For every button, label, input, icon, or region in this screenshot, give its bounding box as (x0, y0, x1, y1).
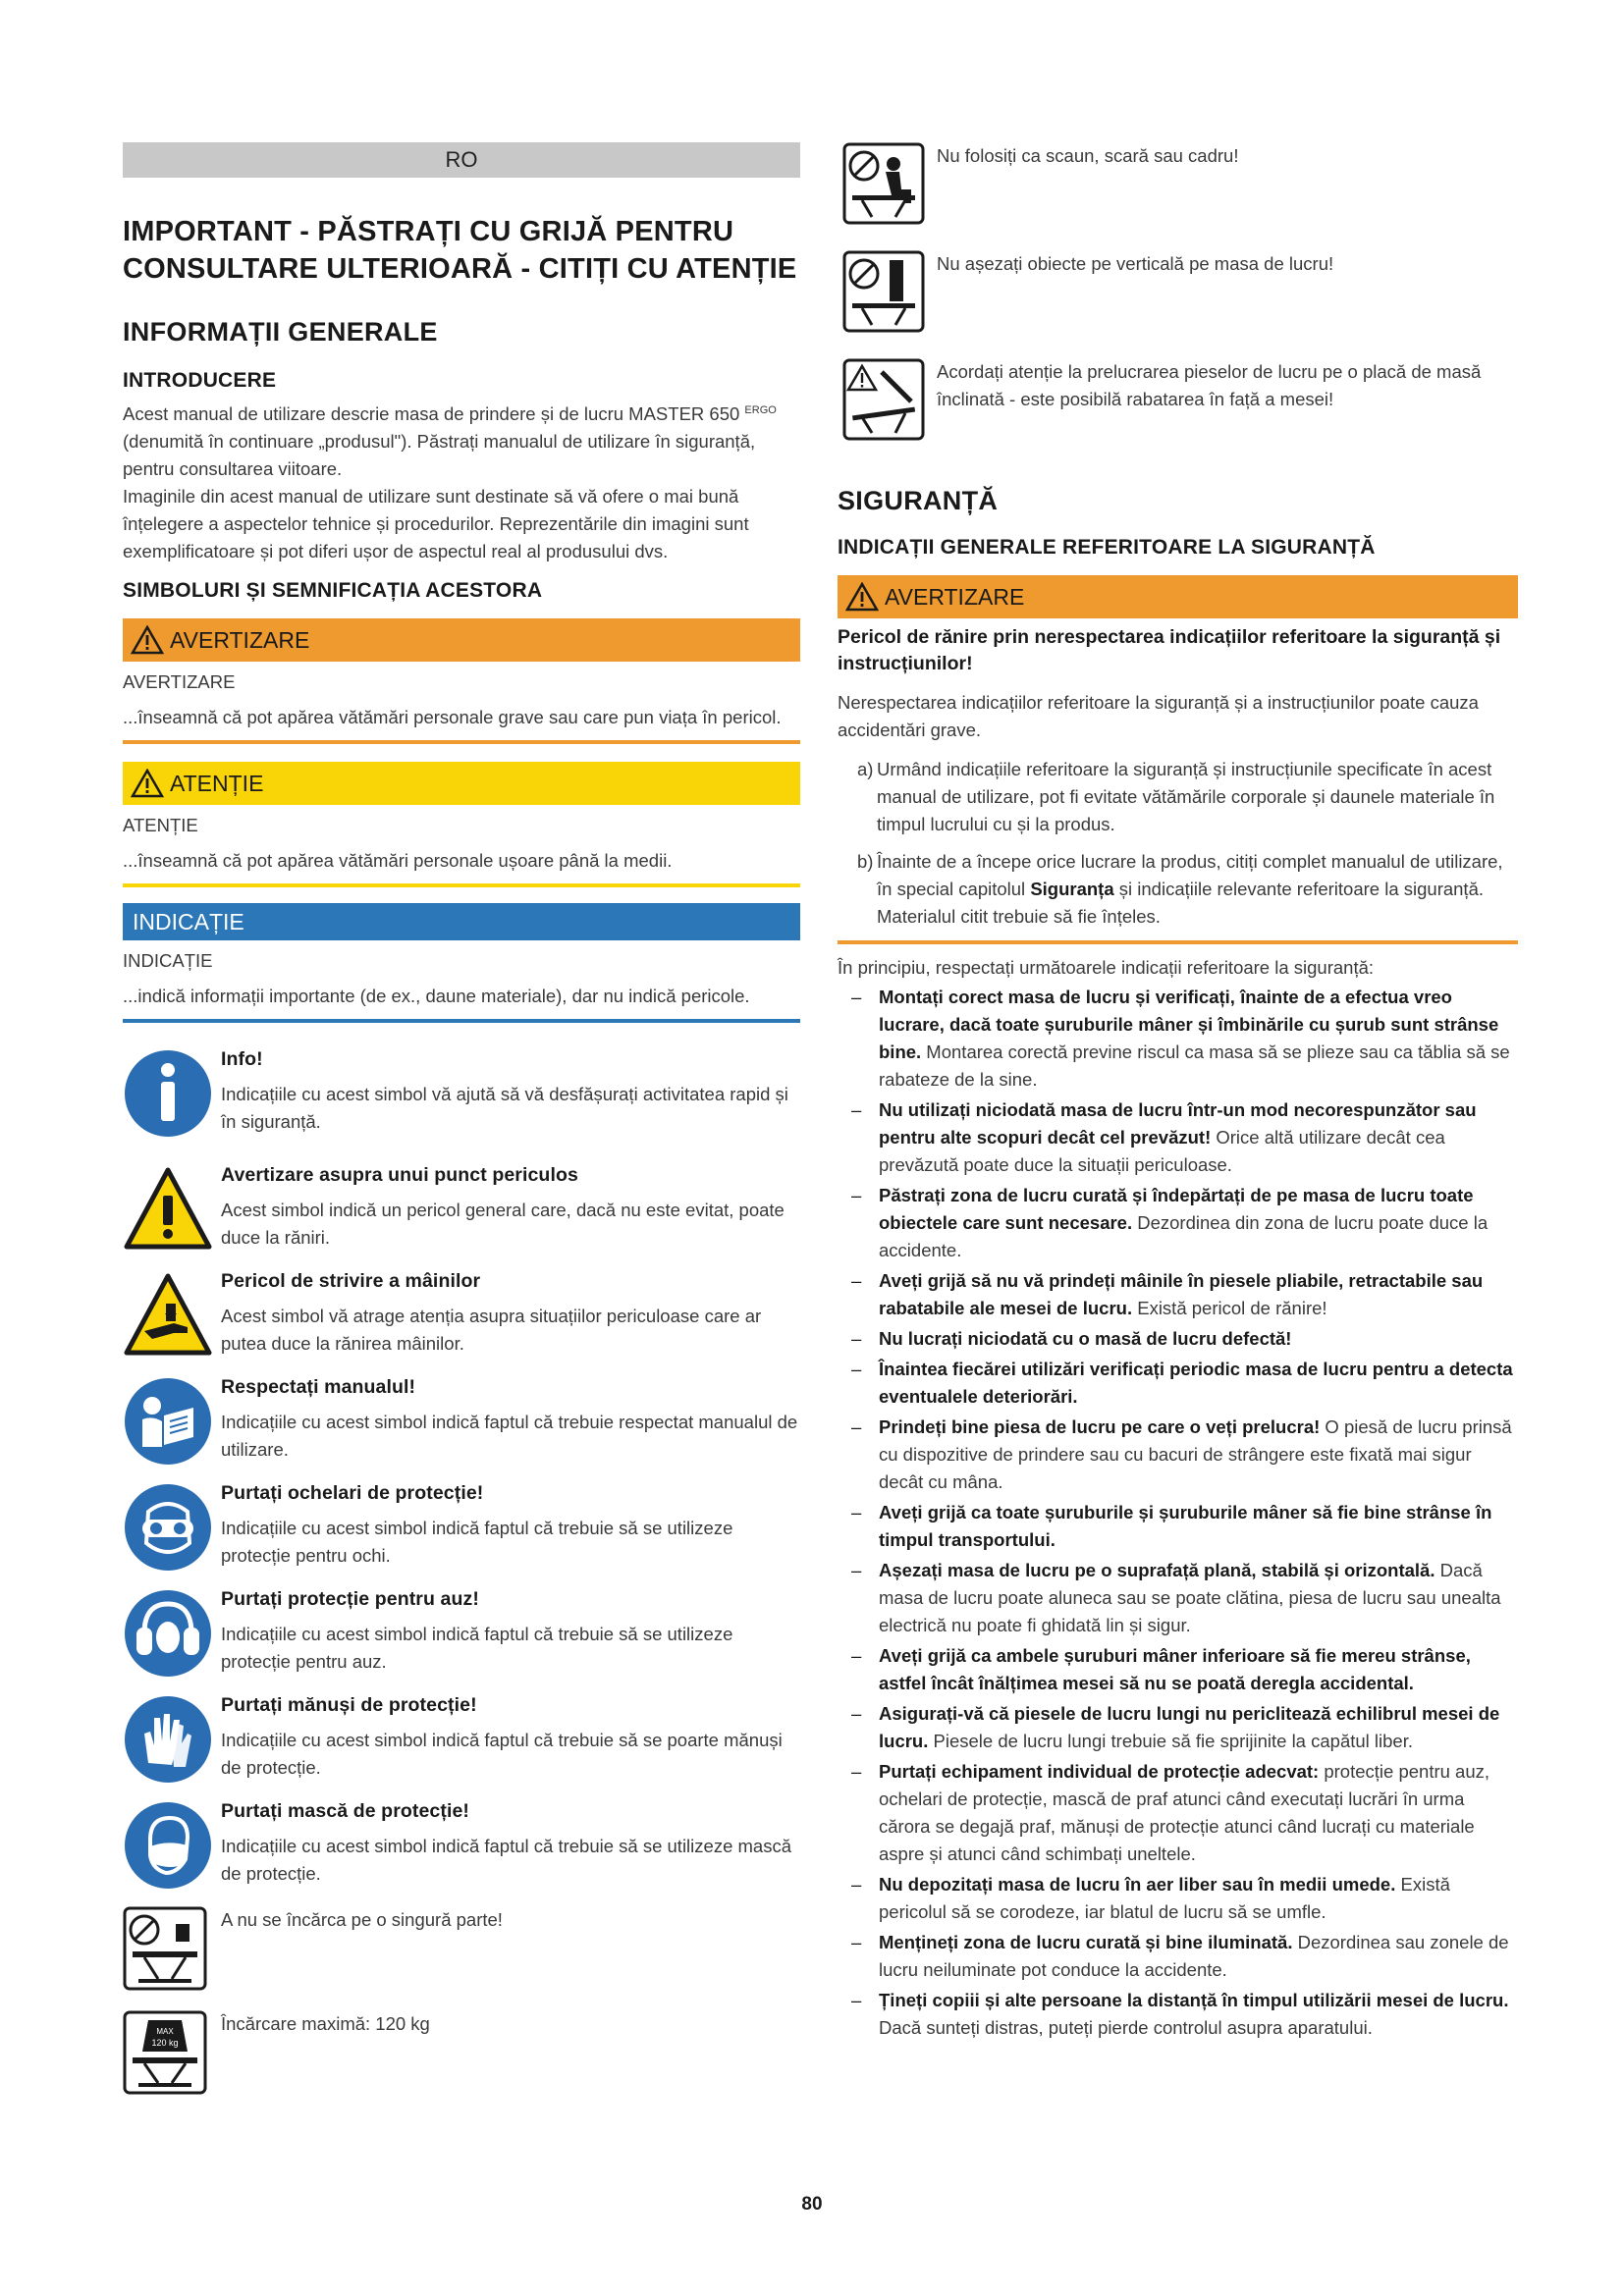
right-column (838, 486, 1518, 2045)
left-column (123, 142, 800, 1023)
safety-bullet: – Țineți copiii și alte persoane la distanță în timpul utilizării mesei de lucru. Dacă sunteți distras, puteți pierde controlul asupra aparatului. (851, 1990, 1509, 2038)
safety-bullet: – Aveți grijă să nu vă prindeți mâinile în piesele pliabile, retractabile sau rabatabile ale mesei de lucru. Există pericol de rănire! (851, 1270, 1484, 1318)
warning-banner: AVERTIZARE (123, 618, 800, 662)
safety-bullet: – Păstrați zona de lucru curată și îndepărtați de pe masa de lucru toate obiectele care sunt necesare. Dezordinea din zona de lucru poate duce la accidente. (851, 1185, 1489, 1260)
safety-bullet: – Așezați masa de lucru pe o suprafață plană, stabilă și orizontală. Dacă masa de lucru poate aluneca sau se poate clătina, piesa de lucru sau unealta electrică nu poate fi ghidată lin și sigur. (851, 1560, 1501, 1635)
warning-triangle-icon (131, 625, 164, 655)
warning-meaning: ...înseamnă că pot apărea vătămări personale grave sau care pun viața în pericol. (123, 707, 782, 728)
weight-mark-value: 120 kg (151, 2038, 179, 2048)
safety-bullet: – Nu depozitați masa de lucru în aer liber sau în medii umede. Există pericolul să se corodeze, iar blatul de lucru să se umfle. (851, 1874, 1450, 1922)
symbol-row-info: Info! Indicațiile cu acest simbol vă ajută să vă desfășurați activitatea rapid și în siguranță. (123, 1048, 800, 1139)
weight-mark-max: MAX (156, 2027, 174, 2036)
safety-bullet: – Aveți grijă ca toate șuruburile și șuruburile mâner să fie bine strânse în timpul transportului. (851, 1502, 1492, 1550)
max-load-text: Încărcare maximă: 120 kg (221, 2013, 430, 2034)
symbol-row-hand-crush: Pericol de strivire a mâinilor Acest simbol vă atrage atenția asupra situațiilor periculoase care ar putea duce la rănirea mâinilor. (123, 1270, 800, 1361)
no-vertical-text: Nu așezați obiecte pe verticală pe masa de lucru! (937, 253, 1334, 274)
hand-crush-icon (123, 1270, 213, 1361)
caution-rule (123, 883, 800, 887)
danger-triangle-icon (123, 1164, 213, 1255)
safety-heading: SIGURANȚĂ (838, 486, 999, 515)
language-bar: RO (123, 142, 800, 178)
info-icon (123, 1048, 213, 1139)
safety-goggles-icon (123, 1482, 213, 1573)
icon-no-seat-row (842, 142, 1238, 225)
safety-bullet: – Asigurați-vă că piesele de lucru lungi nu periclitează echilibrul mesei de lucru. Piesele de lucru lungi trebuie să fie sprijinite la capătul liber. (851, 1703, 1500, 1751)
safety-bullet: – Nu utilizați niciodată masa de lucru într-un mod necorespunzător sau pentru alte scopuri decât cel prevăzut! Orice altă utilizare decât cea prevăzută poate duce la situații periculoase. (851, 1099, 1477, 1175)
ear-protection-icon (123, 1588, 213, 1679)
intro-heading: INTRODUCERE (123, 369, 277, 392)
caution-triangle-icon (131, 769, 164, 798)
note-label: INDICAȚIE (123, 950, 213, 972)
caution-meaning: ...înseamnă că pot apărea vătămări personale ușoare până la medii. (123, 850, 673, 872)
page-number: 80 (801, 2194, 823, 2215)
safety-rule (838, 940, 1518, 944)
warning-label: AVERTIZARE (123, 671, 236, 693)
no-seat-text: Nu folosiți ca scaun, scară sau cadru! (937, 145, 1239, 166)
safety-item-b: b) Înainte de a începe orice lucrare la produs, citiți complet manualul de utilizare, în special capitolul Siguranța și indicațiile relevante referitoare la siguranță. Materialul citit trebuie să fie înțeles. (857, 851, 1503, 927)
safety-warning-triangle-icon (845, 582, 879, 612)
safety-item-a: a) Urmând indicațiile referitoare la siguranță și instrucțiunile specificate în acest manual de utilizare, pot fi evitate vătămările corporale și daunele materiale în timpul lucrului cu și la produs. (857, 759, 1495, 834)
gloves-icon (123, 1694, 213, 1785)
symbol-row-mask: Purtați mască de protecție! Indicațiile cu acest simbol indică faptul că trebuie să se utilizeze mască de protecție. (123, 1800, 800, 1891)
safety-bullet: – Înaintea fiecărei utilizări verificați periodic masa de lucru pentru a detecta eventualele deteriorări. (851, 1359, 1513, 1407)
icon-tilt-row (842, 358, 1516, 441)
safety-warning-text: Nerespectarea indicațiilor referitoare la siguranță și a instrucțiunilor poate cauza accidentări grave. (838, 692, 1479, 740)
symbol-row-goggles: Purtați ochelari de protecție! Indicațiile cu acest simbol indică faptul că trebuie să se utilizeze protecție pentru ochi. (123, 1482, 800, 1573)
symbol-row-max-load (123, 2010, 800, 2095)
warning-rule (123, 740, 800, 744)
safety-bullet: – Aveți grijă ca ambele șuruburi mâner inferioare să fie mereu strânse, astfel încât înălțimea mesei să nu se poată deregla accidental. (851, 1645, 1471, 1693)
safety-warning-bold: Pericol de rănire prin nerespectarea indicațiilor referitoare la siguranță și instrucțiunilor! (838, 626, 1501, 674)
safety-bullet: – Purtați echipament individual de protecție adecvat: protecție pentru auz, ochelari de protecție, mască de praf atunci când executați lucrări în urma cărora se degajă praf, mănuși de protecție atunci când lucrați cu materiale aspre și atunci când schimbați uneltele. (851, 1761, 1490, 1864)
safety-bullet: – Mențineți zona de lucru curată și bine iluminată. Dezordinea sau zonele de lucru neiluminate pot conduce la accidente. (851, 1932, 1509, 1980)
symbol-row-one-side (123, 1906, 800, 1991)
note-banner: INDICAȚIE (123, 903, 800, 940)
intro-paragraph-1: Acest manual de utilizare descrie masa de prindere și de lucru MASTER 650 $^{ERGO}$ (denumită în continuare „produsul"). Păstrați manualul de utilizare în siguranță, pentru consultarea viitoare. (123, 403, 777, 480)
note-rule (123, 1019, 800, 1023)
main-title-line1: IMPORTANT - PĂSTRAȚI CU GRIJĂ PENTRU (123, 216, 734, 247)
safety-warning-banner: AVERTIZARE (838, 575, 1518, 618)
safety-bullet: – Nu lucrați niciodată cu o masă de lucru defectă! (851, 1328, 1292, 1349)
no-one-side-load-icon (123, 1906, 207, 1991)
caution-banner: ATENȚIE (123, 762, 800, 805)
symbol-row-ear: Purtați protecție pentru auz! Indicațiile cu acest simbol indică faptul că trebuie să se utilizeze protecție pentru auz. (123, 1588, 800, 1679)
symbol-row-gloves: Purtați mănuși de protecție! Indicațiile cu acest simbol indică faptul că trebuie să se poarte mănuși de protecție. (123, 1694, 800, 1785)
max-load-icon (123, 2010, 207, 2095)
general-safety-heading: INDICAȚII GENERALE REFERITOARE LA SIGURANȚĂ (838, 536, 1376, 559)
safety-items (838, 756, 1518, 931)
no-one-side-text: A nu se încărca pe o singură parte! (221, 1909, 503, 1930)
no-vertical-objects-icon (842, 250, 925, 333)
main-title (123, 213, 800, 288)
read-manual-icon (123, 1376, 213, 1467)
tilted-table-warning-icon (842, 358, 925, 441)
principle-text: În principiu, respectați următoarele indicații referitoare la siguranță: (838, 957, 1375, 978)
note-meaning: ...indică informații importante (de ex., daune materiale), dar nu indică pericole. (123, 986, 750, 1007)
main-title-line2: CONSULTARE ULTERIOARĂ - CITIȚI CU ATENȚIE (123, 253, 797, 285)
face-mask-icon (123, 1800, 213, 1891)
intro-paragraph-2: Imaginile din acest manual de utilizare sunt destinate să vă ofere o mai bună înțelegere a aspectelor tehnice și procedurilor. Reprezentările din imagini sunt exemplificatoare și pot diferi ușor de aspectul real al produsului dvs. (123, 486, 749, 562)
no-seat-icon (842, 142, 925, 225)
general-info-heading: INFORMAȚII GENERALE (123, 317, 438, 347)
symbol-row-danger-point: Avertizare asupra unui punct periculos Acest simbol indică un pericol general care, dacă nu este evitat, poate duce la răniri. (123, 1164, 800, 1255)
icon-no-vertical-row (842, 250, 1333, 333)
safety-bullet-list (838, 984, 1518, 2042)
safety-bullet: – Prindeți bine piesa de lucru pe care o veți prelucra! O piesă de lucru prinsă cu dispozitive de prindere sau cu bacuri de strângere este fixată mai sigur decât cu mâna. (851, 1416, 1512, 1492)
symbol-row-manual: Respectați manualul! Indicațiile cu acest simbol indică faptul că trebuie respectat manualul de utilizare. (123, 1376, 800, 1467)
safety-bullet: – Montați corect masa de lucru și verificați, înainte de a efectua vreo lucrare, dacă toate șuruburile mâner și îmbinările cu șurub sunt strânse bine. Montarea corectă previne riscul ca masa să se plieze sau ca tăblia să se rabateze de la sine. (851, 987, 1510, 1090)
symbols-heading: SIMBOLURI ȘI SEMNIFICAȚIA ACESTORA (123, 579, 543, 603)
caution-label: ATENȚIE (123, 815, 198, 836)
tilt-text: Acordați atenție la prelucrarea pieselor de lucru pe o placă de masă înclinată - este posibilă rabatarea în față a mesei! (937, 361, 1482, 409)
